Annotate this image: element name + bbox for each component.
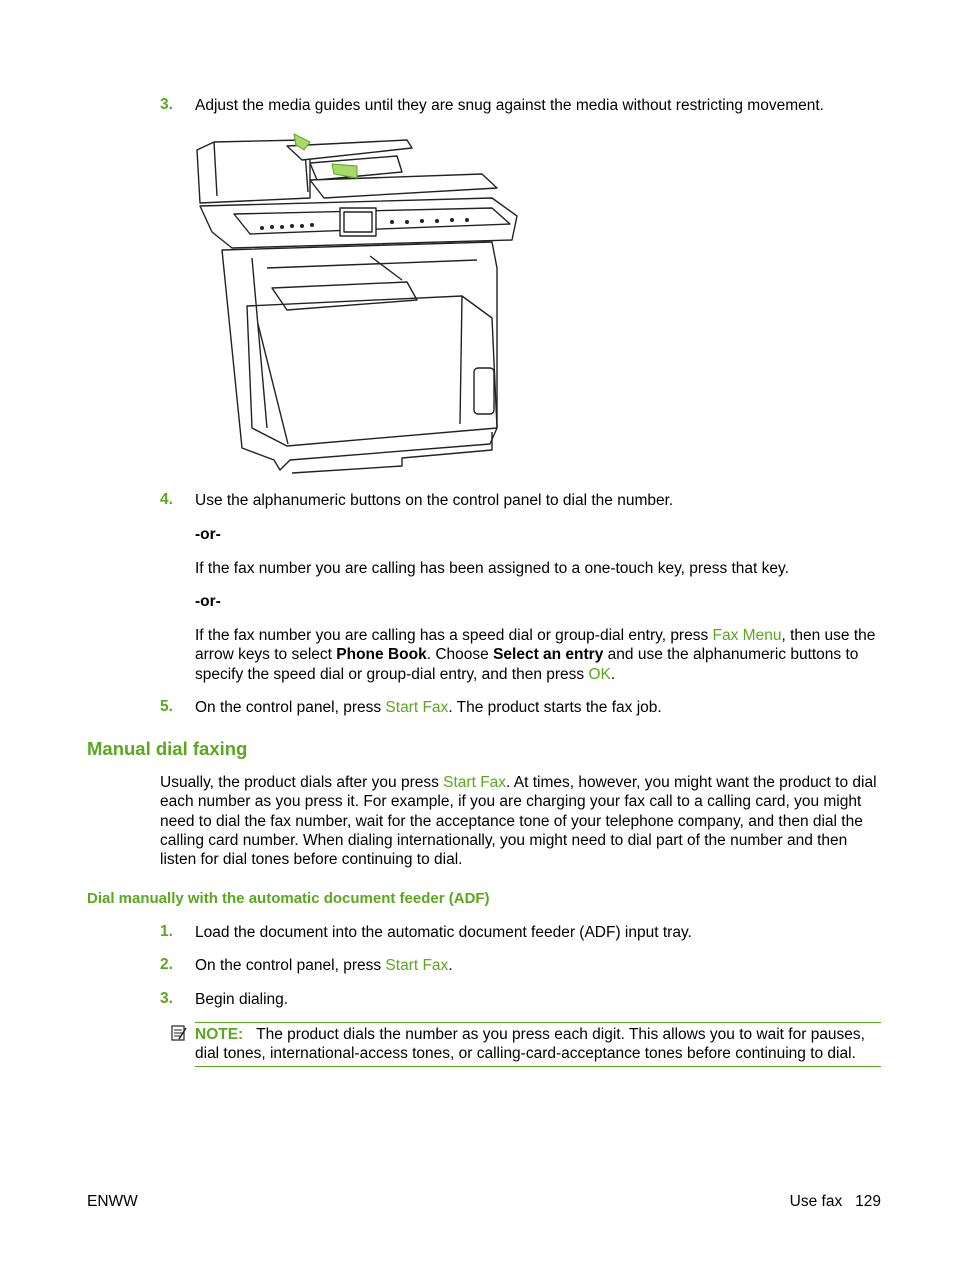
step-number: 3.	[160, 96, 173, 113]
fax-menu-key: Fax Menu	[712, 627, 782, 644]
step-number: 2.	[160, 956, 173, 973]
footer-left: ENWW	[87, 1193, 138, 1210]
note-icon	[170, 1024, 188, 1042]
step-text: On the control panel, press Start Fax.	[195, 957, 453, 974]
phone-book-label: Phone Book	[336, 646, 427, 664]
note-label: NOTE:	[195, 1026, 244, 1043]
select-entry-label: Select an entry	[493, 646, 604, 664]
start-fax-key: Start Fax	[385, 699, 449, 716]
step-text: Use the alphanumeric buttons on the control panel to dial the number.	[195, 492, 674, 509]
note-text: The product dials the number as you press each digit. This allows you to wait for pauses, dial tones, international-access tones, or calling-card-acceptance tones before continuing to dial.	[195, 1026, 865, 1063]
footer-right: Use fax 129	[789, 1193, 881, 1210]
step-text: Adjust the media guides until they are snug against the media without restricting movement.	[195, 97, 824, 114]
section-paragraph: Usually, the product dials after you press Start Fax. At times, however, you might want the product to dial each number as you press it. For example, if you are charging your fax call to a calling card, you might need to dial the fax number, wait for the acceptance tone of your telephone company, and then dial the calling card number. When dialing internationally, you might need to dial part of the number and then listen for dial tones before continuing to dial.	[160, 774, 877, 869]
section-title: Manual dial faxing	[87, 738, 248, 759]
step-number: 5.	[160, 698, 173, 715]
step-text: Load the document into the automatic document feeder (ADF) input tray.	[195, 924, 692, 941]
step-text: Begin dialing.	[195, 991, 289, 1008]
or-separator: -or-	[195, 526, 221, 543]
step-text: On the control panel, press Start Fax. The product starts the fax job.	[195, 699, 662, 716]
subsection-title: Dial manually with the automatic document feeder (ADF)	[87, 890, 490, 907]
start-fax-key: Start Fax	[385, 957, 449, 974]
step-number: 1.	[160, 923, 173, 940]
step-number: 3.	[160, 990, 173, 1007]
or-separator: -or-	[195, 593, 221, 610]
ok-key: OK	[588, 665, 611, 683]
printer-illustration	[192, 128, 522, 476]
step-alt-paragraph: If the fax number you are calling has a speed dial or group-dial entry, press Fax Menu, then use the arrow keys to select Phone Book. Choose Select an entry and use the alphanumeric buttons to specify the speed dial or group-dial entry, and then press OK.	[195, 627, 876, 683]
step-number: 4.	[160, 491, 173, 508]
start-fax-key: Start Fax	[443, 774, 507, 791]
step-alt-text: If the fax number you are calling has been assigned to a one-touch key, press that key.	[195, 560, 789, 577]
note-box	[195, 1022, 881, 1067]
